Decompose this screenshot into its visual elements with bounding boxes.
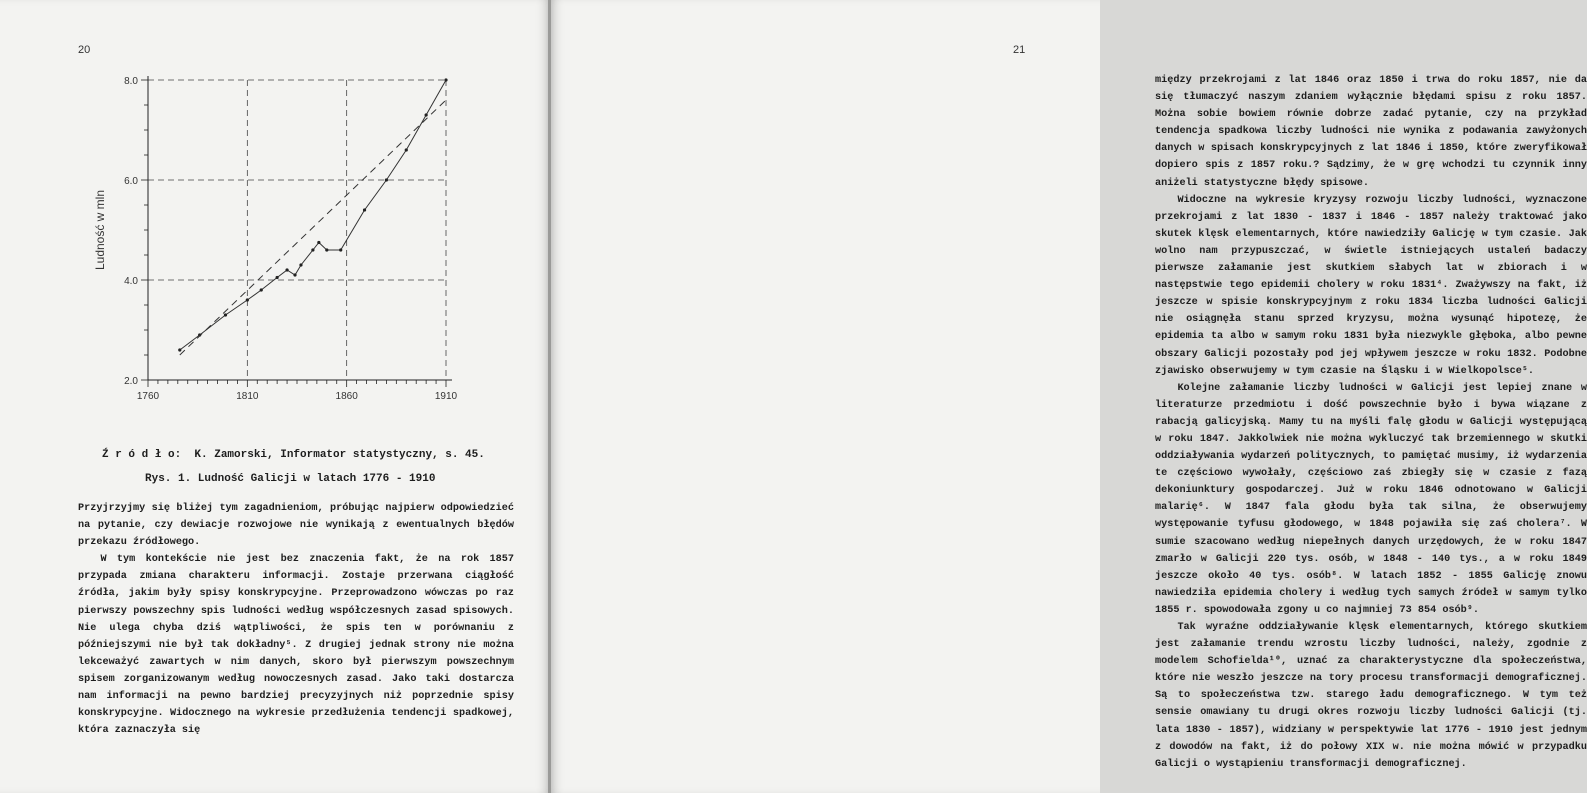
- data-point: [444, 78, 447, 81]
- data-point: [425, 113, 428, 116]
- x-tick-label: 1910: [434, 391, 458, 402]
- trend-line: [180, 100, 446, 355]
- data-point: [339, 248, 342, 251]
- paragraph: W tym kontekście nie jest bez znaczenia fakt, że na rok 1857 przypada zmiana charakteru informacji. Zostaje przerwana ciągłość źródła, jakim były spisy konskrypcyjne. Przeprowadzono wówczas po raz pierwszy powszechny spis ludności według współczesnych zasad spisowych. Nie ulega chyba dziś wątpliwości, że spis ten w porównaniu z późniejszymi nie był tak dokładny⁵. Z drugiej jednak strony nie można lekceważyć zawartych w nim danych, skoro był pierwszym powszechnym spisem zorganizowanym według nowoczesnych zasad. Jako taki dostarcza nam informacji na pewno bardziej precyzyjnych niż poprzednie spisy konskrypcyjne. Widocznego na wykresie przedłużenia tendencji spadkowej, która zaznaczyła się: [78, 554, 514, 737]
- population-chart: [78, 72, 473, 432]
- data-point: [246, 298, 249, 301]
- page-number-left: 20: [78, 44, 91, 56]
- data-point: [285, 268, 288, 271]
- data-point: [293, 273, 296, 276]
- data-point: [325, 248, 328, 251]
- y-tick-label: 6.0: [124, 176, 138, 187]
- right-body-text: [1155, 72, 1587, 773]
- population-line: [180, 80, 446, 350]
- y-axis-label: Ludność w mln: [93, 189, 107, 271]
- x-tick-label: 1760: [136, 391, 160, 402]
- data-point: [276, 276, 279, 279]
- data-point: [311, 248, 314, 251]
- right-page: [551, 0, 1587, 793]
- paragraph: Kolejne załamanie liczby ludności w Galicji jest lepiej znane w literaturze przedmiotu i dość powszechnie było i bywa wiązane z rabacją galicyjską. Mamy tu na myśli falę głodu w Galicji występującą w roku 1847. Jakkolwiek nie można wykluczyć tak brzemiennego w skutki oddziaływania wydarzeń politycznych, to pamiętać musimy, iż wydarzenia te częściowo wywołały, częściowo zaś zbiegły się w czasie z fazą dekoniunktury gospodarczej. Już w roku 1846 odnotowano w Galicji malarię⁶. W 1847 fala głodu była tak silna, że obserwujemy występowanie tyfusu głodowego, w 1848 pojawiła się zaś cholera⁷. W sumie szacowano według niepełnych danych urzędowych, że w roku 1847 zmarło w Galicji 220 tys. osób, w 1848 - 140 tys., a w roku 1849 jeszcze około 40 tys. osób⁸. W latach 1852 - 1855 Galicję znowu nawiedziła epidemia cholery i według tych samych źródeł w samym tylko 1855 r. spowodowała zgony u co najmniej 73 854 osób⁹.: [1155, 382, 1587, 616]
- data-point: [317, 241, 320, 244]
- data-point: [385, 178, 388, 181]
- page-number-right: 21: [1013, 44, 1026, 56]
- y-tick-label: 8.0: [124, 76, 138, 87]
- chart-series: [178, 78, 447, 355]
- y-tick-label: 2.0: [124, 376, 138, 387]
- paragraph: Tak wyraźne oddziaływanie klęsk elementarnych, którego skutkiem jest załamanie trendu wzrostu liczby ludności, należy, zgodnie z modelem Schofielda¹⁰, uznać za charakterystyczne dla społeczeństwa, które nie weszło jeszcze na tory procesu transformacji demograficznej. Są to społeczeństwa tzw. starego ładu demograficznego. W tym też sensie omawiany tu drugi okres rozwoju liczby ludności Galicji (tj. lata 1830 - 1857), widziany w perspektywie lat 1776 - 1910 jest jednym z dowodów na fakt, iż do połowy XIX w. nie można mówić w przypadku Galicji o wystąpieniu transformacji demograficznej.: [1155, 622, 1587, 770]
- left-body-text: [78, 500, 514, 739]
- figure-caption: Rys. 1. Ludność Galicji w latach 1776 - 1910: [145, 473, 436, 485]
- paragraph: Widoczne na wykresie kryzysy rozwoju liczby ludności, wyznaczone przekrojami z lat 1830 - 1837 i 1846 - 1857 należy traktować jako skutek klęsk elementarnych, które nawiedziły Galicję w tym czasie. Jak wolno nam przypuszczać, w świetle istniejących ustaleń badaczy pierwsze załamanie jest skutkiem słabych lat w zbiorach i w następstwie tego epidemii cholery w roku 1831⁴. Zważywszy na fakt, iż jeszcze w spisie konskrypcyjnym z roku 1834 liczba ludności Galicji nie osiągnęła stanu sprzed kryzysu, można wysunąć hipotezę, że epidemia ta albo w samym roku 1831 była niezwykle głęboka, albo pewne obszary Galicji pozostały pod jej wpływem jeszcze w roku 1832. Podobne zjawisko obserwujemy w tym czasie na Śląsku i w Wielkopolsce⁵.: [1155, 194, 1587, 377]
- y-tick-label: 4.0: [124, 276, 138, 287]
- chart-grid: [148, 80, 446, 380]
- data-point: [224, 313, 227, 316]
- paragraph: Przyjrzyjmy się bliżej tym zagadnieniom, próbując najpierw odpowiedzieć na pytanie, czy dewiacje rozwojowe nie wynikają z ewentualnych błędów przekazu źródłowego.: [78, 503, 514, 549]
- data-point: [405, 148, 408, 151]
- data-point: [363, 208, 366, 211]
- chart-axes: [141, 76, 452, 387]
- x-tick-label: 1810: [236, 391, 259, 402]
- data-point: [299, 263, 302, 266]
- data-point: [178, 348, 181, 351]
- figure-source: Ź r ó d ł o: K. Zamorski, Informator statystyczny, s. 45.: [102, 449, 485, 461]
- data-point: [260, 288, 263, 291]
- left-page: [0, 0, 549, 793]
- paragraph: między przekrojami z lat 1846 oraz 1850 i trwa do roku 1857, nie da się tłumaczyć naszym zdaniem wyłącznie błędami spisu z roku 1857. Można sobie bowiem równie dobrze zadać pytanie, czy na przykład tendencja spadkowa liczby ludności nie wynika z podawania zawyżonych danych w spisach konskrypcyjnych z lat 1846 i 1850, które zweryfikował dopiero spis z 1857 roku.? Sądzimy, że w grę wchodzi tu czynnik inny aniżeli statystyczne błędy spisowe.: [1155, 75, 1587, 189]
- x-tick-label: 1860: [335, 391, 358, 402]
